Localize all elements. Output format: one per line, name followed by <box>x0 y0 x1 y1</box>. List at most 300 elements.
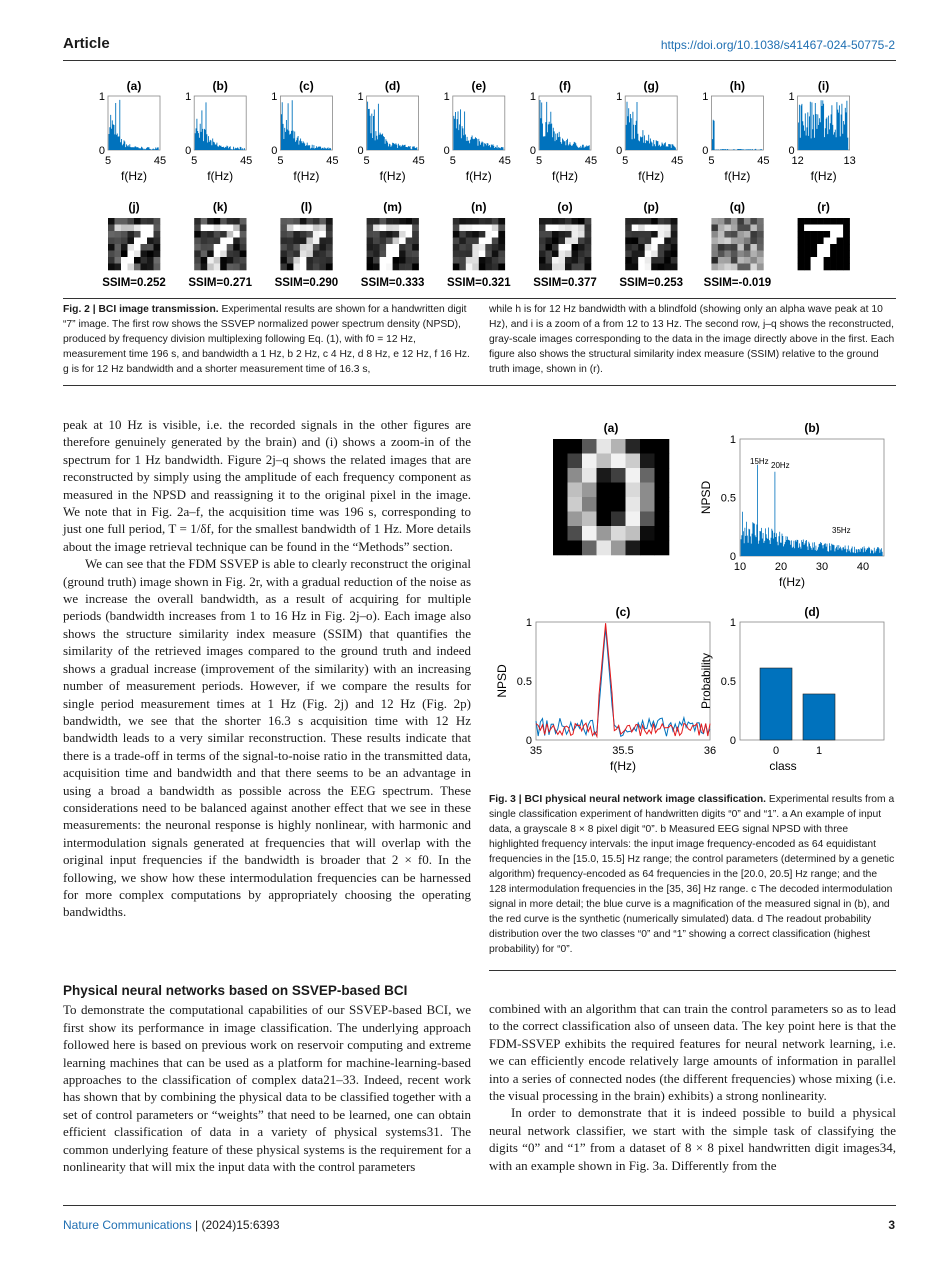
fig2-pixel <box>750 257 757 264</box>
fig2-pixel <box>552 231 559 238</box>
fig3-bottom-rule <box>489 970 896 971</box>
fig2-pixel <box>552 251 559 258</box>
fig2-pixel <box>313 231 320 238</box>
fig2-pixel <box>393 251 400 258</box>
fig2-xtick-left: 5 <box>191 155 198 167</box>
fig2-caption-title: Fig. 2 | BCI image transmission. <box>63 304 219 315</box>
fig2-pixel <box>393 244 400 251</box>
fig3-c-measured-curve <box>536 628 710 736</box>
fig2-pixel <box>843 231 850 238</box>
fig2-pixel <box>287 264 294 271</box>
fig2-pixel <box>326 257 333 264</box>
fig2-pixel <box>326 218 333 225</box>
fig2-pixel <box>214 257 221 264</box>
fig2-pixel <box>546 238 553 245</box>
fig2-pixel <box>147 244 154 251</box>
fig2-pixel <box>194 218 201 225</box>
fig2-xtick-left: 5 <box>104 155 112 167</box>
fig2-pixel <box>572 257 579 264</box>
fig2-pixel <box>373 225 380 232</box>
fig2-pixel <box>115 218 122 225</box>
fig2-pixel <box>817 257 824 264</box>
fig2-ssim-label: SSIM=0.253 <box>619 277 684 289</box>
fig2-pixel <box>466 225 473 232</box>
fig2-pixel <box>830 218 837 225</box>
fig2-pixel <box>578 244 585 251</box>
fig2-pixel <box>843 251 850 258</box>
fig2-pixel <box>147 251 154 258</box>
fig2-pixel <box>280 264 287 271</box>
fig2-xtick-left: 5 <box>622 155 629 167</box>
fig2-pixel <box>757 257 764 264</box>
fig2-xtick-left: 12 <box>791 155 804 167</box>
fig2-pixel <box>479 257 486 264</box>
fig2-pixel <box>453 238 460 245</box>
fig2-pixel <box>154 251 161 258</box>
fig2-pixel <box>134 244 141 251</box>
fig2-panel-label: (b) <box>212 79 228 93</box>
fig2-pixel <box>804 225 811 232</box>
fig2-pixel <box>664 231 671 238</box>
fig3-a-pixel <box>568 439 583 454</box>
fig3-a-pixel <box>568 468 583 483</box>
fig2-xtick-right: 45 <box>326 155 339 167</box>
fig2-pixel <box>625 238 632 245</box>
fig2-pixel <box>367 231 374 238</box>
fig3-a-pixel <box>582 483 597 498</box>
fig2-pixel <box>731 257 738 264</box>
fig2-pixel <box>711 244 718 251</box>
fig2-pixel <box>731 238 738 245</box>
fig2-pixel <box>830 225 837 232</box>
fig2-pixel <box>578 251 585 258</box>
fig2-spectrum-trace <box>109 100 158 150</box>
fig2-pixel <box>194 225 201 232</box>
fig2-pixel <box>287 244 294 251</box>
fig2-pixel <box>830 231 837 238</box>
fig2-pixel <box>737 257 744 264</box>
fig3-b-ytick: 1 <box>729 434 736 446</box>
fig2-pixel <box>498 231 505 238</box>
fig2-pixel <box>744 264 751 271</box>
fig3-a-pixel <box>582 468 597 483</box>
fig2-pixel <box>115 257 122 264</box>
fig2-pixel <box>386 257 393 264</box>
fig2-pixel <box>399 244 406 251</box>
fig2-pixel <box>412 231 419 238</box>
fig2-pixel <box>757 225 764 232</box>
fig2-pixel <box>380 257 387 264</box>
fig2-pixel <box>393 231 400 238</box>
right-paragraph-2: In order to demonstrate that it is indeed possible to build a physical neural network classifier, we start with the simple task of classifying the digits “0” and “1” from a dataset of 8 × 8 pixel handwritten digit images34, with an example shown in Fig. 3a. Differently from the <box>489 1105 896 1173</box>
fig3-a-pixel <box>553 483 568 498</box>
fig3-a-pixel <box>553 468 568 483</box>
fig2-pixel <box>632 231 639 238</box>
fig2-pixel <box>227 218 234 225</box>
fig2-pixel <box>572 251 579 258</box>
fig2-pixel <box>843 257 850 264</box>
fig2-pixel <box>539 251 546 258</box>
fig2-pixel <box>485 218 492 225</box>
fig2-pixel <box>744 257 751 264</box>
fig3-d-xtick: 0 <box>772 745 780 757</box>
fig2-pixel <box>757 244 764 251</box>
fig2-pixel <box>837 225 844 232</box>
fig2-pixel <box>724 264 731 271</box>
fig2-panel-label: (n) <box>471 200 487 214</box>
fig2-pixel <box>737 218 744 225</box>
fig2-panel-label: (a) <box>126 79 142 93</box>
fig2-pixel <box>498 251 505 258</box>
fig2-pixel <box>645 244 652 251</box>
fig2-panel-label: (i) <box>817 79 830 93</box>
fig2-pixel <box>837 257 844 264</box>
fig2-image-panel <box>533 200 597 289</box>
fig2-pixel <box>313 244 320 251</box>
fig2-pixel <box>638 264 645 271</box>
fig2-pixel <box>546 264 553 271</box>
fig3-d-xlabel: class <box>769 759 797 773</box>
fig3-c-ytick: 1 <box>525 617 532 629</box>
fig2-pixel <box>459 225 466 232</box>
fig2-pixel <box>744 238 751 245</box>
fig2-pixel <box>664 264 671 271</box>
fig2-pixel <box>406 231 413 238</box>
fig2-pixel <box>412 251 419 258</box>
fig2-pixel <box>638 257 645 264</box>
fig3-a-pixel <box>553 497 568 512</box>
fig2-pixel <box>115 244 122 251</box>
fig3-b-xtick: 20 <box>774 561 788 573</box>
fig2-pixel <box>837 264 844 271</box>
fig2-pixel <box>154 238 161 245</box>
fig2-pixel <box>373 238 380 245</box>
fig2-xtick-left: 5 <box>535 155 543 167</box>
fig2-pixel <box>658 257 665 264</box>
fig2-pixel <box>280 218 287 225</box>
fig2-pixel <box>498 225 505 232</box>
fig2-panel-label: (q) <box>729 200 746 214</box>
fig2-pixel <box>306 264 313 271</box>
fig2-pixel <box>380 225 387 232</box>
fig2-pixel <box>280 238 287 245</box>
fig3-a-pixel <box>655 483 670 498</box>
fig2-pixel <box>539 257 546 264</box>
fig2-pixel <box>406 244 413 251</box>
fig3-panel-d <box>699 605 884 773</box>
fig2-ytick-bottom: 0 <box>98 145 105 157</box>
fig2-pixel <box>147 238 154 245</box>
fig2-pixel <box>466 264 473 271</box>
fig2-ytick-bottom: 0 <box>185 145 192 157</box>
fig2-pixel <box>546 244 553 251</box>
fig3-panel-c <box>495 605 716 773</box>
fig2-pixel <box>479 231 486 238</box>
fig2-pixel <box>412 244 419 251</box>
fig2-xlabel: f(Hz) <box>207 169 234 183</box>
fig2-ssim-label: SSIM=0.252 <box>102 277 166 289</box>
fig2-ytick-top: 1 <box>357 91 364 103</box>
fig2-pixel <box>214 264 221 271</box>
fig2-pixel <box>632 218 639 225</box>
fig2-pixel <box>201 218 208 225</box>
footer-journal-name[interactable]: Nature Communications <box>63 1218 192 1232</box>
fig2-pixel <box>731 264 738 271</box>
fig2-pixel <box>804 238 811 245</box>
fig2-pixel <box>121 225 128 232</box>
fig2-pixel <box>565 264 572 271</box>
fig2-pixel <box>804 244 811 251</box>
fig3-a-pixel <box>655 526 670 541</box>
fig2-pixel <box>572 238 579 245</box>
article-label: Article <box>63 35 110 52</box>
fig2-pixel <box>625 257 632 264</box>
fig2-xtick-right: 45 <box>412 155 425 167</box>
fig2-pixel <box>386 231 393 238</box>
fig2-pixel <box>121 244 128 251</box>
fig2-pixel <box>744 225 751 232</box>
fig2-pixel <box>664 218 671 225</box>
fig2-pixel <box>214 225 221 232</box>
fig2-pixel <box>154 244 161 251</box>
fig2-pixel <box>632 251 639 258</box>
fig2-pixel <box>817 225 824 232</box>
fig2-pixel <box>718 218 725 225</box>
fig2-pixel <box>141 264 148 271</box>
fig2-pixel <box>565 244 572 251</box>
fig2-pixel <box>233 225 240 232</box>
fig2-pixel <box>459 238 466 245</box>
fig2-axes-box <box>711 96 763 150</box>
fig3-d-ytick: 1 <box>729 617 736 629</box>
fig2-xlabel: f(Hz) <box>379 169 406 183</box>
fig2-pixel <box>824 244 831 251</box>
fig2-xlabel: f(Hz) <box>552 169 578 183</box>
fig3-a-pixel <box>582 526 597 541</box>
fig2-pixel <box>459 231 466 238</box>
fig2-pixel <box>313 225 320 232</box>
fig2-pixel <box>658 264 665 271</box>
fig2-pixel <box>724 218 731 225</box>
fig2-pixel <box>552 257 559 264</box>
fig2-ytick-top: 1 <box>271 91 278 103</box>
fig2-xtick-left: 5 <box>708 155 715 167</box>
fig2-pixel <box>750 251 757 258</box>
fig2-ytick-top: 1 <box>529 91 536 103</box>
fig3-a-pixel <box>582 454 597 469</box>
fig2-pixel <box>498 238 505 245</box>
fig2-pixel <box>128 264 135 271</box>
fig2-pixel <box>128 231 135 238</box>
fig2-pixel <box>645 264 652 271</box>
fig2-pixel <box>201 257 208 264</box>
fig2-pixel <box>498 218 505 225</box>
fig2-pixel <box>108 257 115 264</box>
fig2-pixel <box>220 264 227 271</box>
fig2-pixel <box>319 218 326 225</box>
fig2-pixel <box>154 257 161 264</box>
fig3-a-pixel <box>597 541 612 556</box>
fig2-pixel <box>798 218 805 225</box>
fig2-pixel <box>466 251 473 258</box>
fig2-pixel <box>300 231 307 238</box>
fig2-pixel <box>121 231 128 238</box>
fig2-xtick-right: 45 <box>584 155 598 167</box>
fig3-a-pixel <box>611 454 626 469</box>
fig2-panel-label: (o) <box>557 200 573 214</box>
fig2-pixel <box>108 225 115 232</box>
fig2-pixel <box>651 218 658 225</box>
fig2-pixel <box>293 225 300 232</box>
fig2-pixel <box>750 264 757 271</box>
fig2-pixel <box>811 218 818 225</box>
fig2-pixel <box>453 264 460 271</box>
fig2-pixel <box>837 218 844 225</box>
fig2-pixel <box>386 238 393 245</box>
fig2-xlabel: f(Hz) <box>810 169 837 183</box>
fig2-pixel <box>658 244 665 251</box>
fig2-pixel <box>227 231 234 238</box>
fig2-pixel <box>479 264 486 271</box>
fig2-pixel <box>287 238 294 245</box>
fig2-pixel <box>585 225 592 232</box>
fig2-pixel <box>240 257 247 264</box>
fig2-pixel <box>393 238 400 245</box>
fig2-pixel <box>373 264 380 271</box>
fig2-xtick-left: 5 <box>277 155 284 167</box>
fig2-pixel <box>240 231 247 238</box>
fig2-spectrum-panel <box>788 79 855 183</box>
fig2-pixel <box>220 231 227 238</box>
fig3-d-bar <box>760 668 792 740</box>
fig2-pixel <box>645 218 652 225</box>
fig2-pixel <box>731 225 738 232</box>
fig3-a-pixel <box>626 454 641 469</box>
fig2-pixel <box>293 264 300 271</box>
fig2-pixel <box>539 218 546 225</box>
fig2-pixel <box>539 264 546 271</box>
fig3-a-pixel <box>626 483 641 498</box>
fig2-pixel <box>625 225 632 232</box>
fig3-a-pixel <box>626 468 641 483</box>
fig2-xlabel: f(Hz) <box>293 169 320 183</box>
fig2-pixel <box>485 244 492 251</box>
fig2-pixel <box>837 238 844 245</box>
fig2-pixel <box>466 238 473 245</box>
fig2-pixel <box>453 231 460 238</box>
doi-link[interactable]: https://doi.org/10.1038/s41467-024-50775-2 <box>660 38 895 52</box>
fig2-pixel <box>472 251 479 258</box>
fig2-pixel <box>201 238 208 245</box>
fig2-pixel <box>319 225 326 232</box>
fig3-a-pixel <box>568 497 583 512</box>
fig3-b-annotation: 35Hz <box>832 526 851 535</box>
fig2-panel-label: (l) <box>300 200 313 214</box>
fig2-panel-label: (d) <box>384 79 401 93</box>
fig2-pixel <box>319 231 326 238</box>
fig2-pixel <box>280 231 287 238</box>
fig2-pixel <box>201 244 208 251</box>
fig3-b-xlabel: f(Hz) <box>779 575 805 589</box>
fig2-pixel <box>744 218 751 225</box>
fig2-pixel <box>128 251 135 258</box>
fig3-a-pixel <box>597 497 612 512</box>
fig2-pixel <box>798 257 805 264</box>
fig3-d-xtick: 1 <box>815 745 823 757</box>
fig2-pixel <box>565 238 572 245</box>
fig2-pixel <box>658 251 665 258</box>
fig2-pixel <box>711 225 718 232</box>
fig2-pixel <box>147 257 154 264</box>
fig2-pixel <box>207 257 214 264</box>
fig2-pixel <box>134 225 141 232</box>
fig2-pixel <box>300 218 307 225</box>
fig2-pixel <box>128 218 135 225</box>
fig2-pixel <box>578 218 585 225</box>
fig2-pixel <box>830 257 837 264</box>
fig2-pixel <box>585 251 592 258</box>
fig2-pixel <box>671 264 678 271</box>
fig2-pixel <box>492 218 499 225</box>
fig2-pixel <box>830 238 837 245</box>
fig2-pixel <box>306 251 313 258</box>
fig2-pixel <box>227 225 234 232</box>
fig2-pixel <box>306 244 313 251</box>
fig2-spectrum-trace <box>540 100 589 150</box>
fig2-pixel <box>651 251 658 258</box>
fig3-a-pixel <box>568 483 583 498</box>
fig2-xtick-right: 13 <box>843 155 856 167</box>
fig2-pixel <box>287 218 294 225</box>
fig2-spectrum-panel <box>616 79 683 183</box>
fig2-pixel <box>399 257 406 264</box>
fig2-pixel <box>817 244 824 251</box>
fig2-pixel <box>194 257 201 264</box>
fig2-pixel <box>757 264 764 271</box>
fig2-pixel <box>134 264 141 271</box>
fig2-pixel <box>220 257 227 264</box>
fig2-pixel <box>466 257 473 264</box>
fig2-pixel <box>373 218 380 225</box>
fig3-caption-text: Experimental results from a single classification experiment of handwritten digits “0” and “1”. a An example of input data, a grayscale 8 × 8 pixel digit “0”. b Measured EEG signal NPSD with three highlighted frequency intervals: the input image frequency-encoded as 64 equidistant frequencies in the [15.0, 15.5] Hz range; the control parameters (determined by a genetic algorithm) frequency-encoded as 64 frequencies in the [20.0, 20.5] Hz range; and the 128 intermodulation frequencies in the [35, 36] Hz range. c The decoded intermodulation signal in more detail; the blue curve is a magnification of the measured signal in (b), and the red curve is the synthetic (numerically simulated) data. d The readout probability distribution over the two classes “0” and “1” showing a correct classification (highest probability) for “0”. <box>489 794 895 955</box>
fig2-spectrum-panel <box>99 79 166 183</box>
fig2-pixel <box>240 251 247 258</box>
fig2-pixel <box>658 231 665 238</box>
fig2-pixel <box>306 218 313 225</box>
fig2-pixel <box>141 231 148 238</box>
fig2-pixel <box>625 231 632 238</box>
fig2-pixel <box>300 251 307 258</box>
fig3-a-pixel <box>568 512 583 527</box>
fig2-ytick-top: 1 <box>788 91 795 103</box>
fig2-pixel <box>406 264 413 271</box>
fig2-ytick-bottom: 0 <box>271 145 278 157</box>
fig3-caption <box>489 792 896 957</box>
fig2-pixel <box>824 264 831 271</box>
fig2-pixel <box>572 218 579 225</box>
left-paragraph-3: To demonstrate the computational capabilities of our SSVEP-based BCI, we first show its performance in image classification. The underlying approach followed here is based on previous work on reservoir computing and extreme learning machines that can be used as a platform for machine-learning-based approaches to the classification of complex data21–33. Indeed, recent work has shown that by combining the physical data to be classified together with a set of control parameters or “weights” that need to be learned, one can obtain efficient classification of data in a variety of physical systems31. The common underlying feature of these physical systems is the requirement for a nonlinearity that will mix the input data with the control parameters <box>63 1002 471 1175</box>
fig2-ssim-label: SSIM=0.290 <box>274 277 339 289</box>
footer-rule <box>63 1205 896 1206</box>
fig2-pixel <box>539 244 546 251</box>
fig2-pixel <box>658 218 665 225</box>
fig2-pixel <box>485 251 492 258</box>
fig2-pixel <box>559 218 566 225</box>
fig2-pixel <box>326 238 333 245</box>
fig2-pixel <box>141 244 148 251</box>
fig2-pixel <box>638 218 645 225</box>
fig2-pixel <box>572 225 579 232</box>
